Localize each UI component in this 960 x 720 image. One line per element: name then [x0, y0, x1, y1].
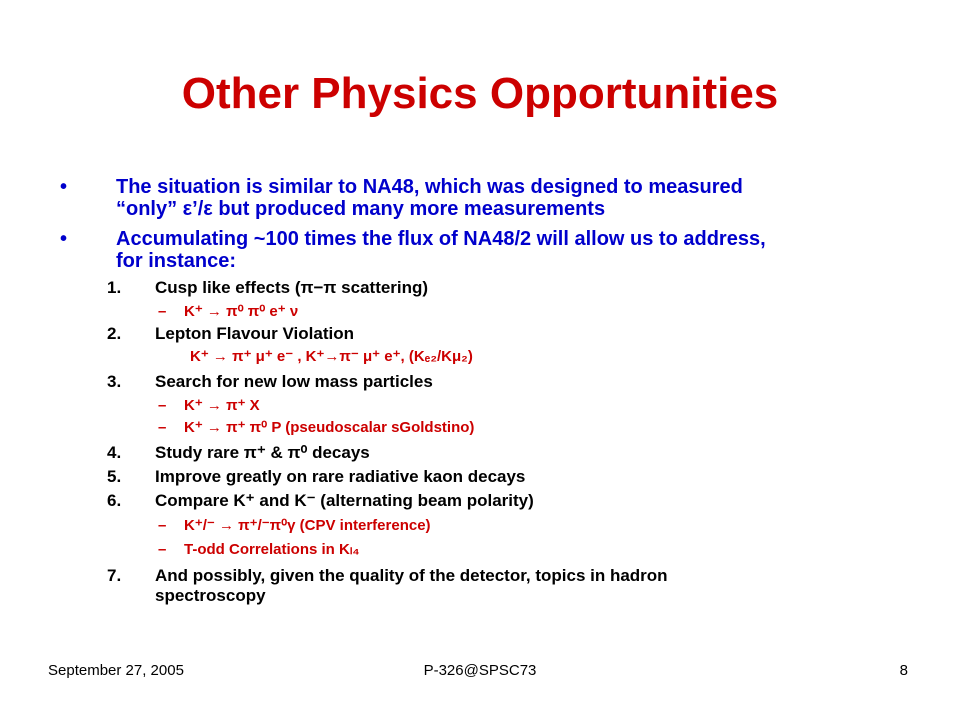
item-text: Improve greatly on rare radiative kaon decays [155, 467, 526, 486]
item-number: 6. [107, 491, 122, 510]
bullet-1-line2: “only” ε’/ε but produced many more measurements [116, 198, 606, 220]
sub-dash: – [158, 517, 167, 534]
bullet-marker: • [60, 228, 68, 250]
item-number: 3. [107, 372, 122, 391]
sub-dash: – [158, 419, 167, 436]
item-text: Study rare π⁺ & π⁰ decays [155, 443, 370, 462]
item-text: Lepton Flavour Violation [155, 324, 354, 343]
item-number: 7. [107, 566, 122, 585]
bullet-2-line1: Accumulating ~100 times the flux of NA48/2 will allow us to address, [116, 228, 766, 250]
item-number: 4. [107, 443, 122, 462]
item-number: 1. [107, 278, 122, 297]
footer-center: P-326@SPSC73 [423, 662, 537, 679]
sub-text: K⁺ → π⁺ π⁰ P (pseudoscalar sGoldstino) [184, 419, 475, 436]
item-number: 2. [107, 324, 122, 343]
sub-text: K⁺ → π⁺ X [184, 397, 260, 414]
item-number: 5. [107, 467, 122, 486]
sub-dash: – [158, 303, 167, 320]
item-text: Search for new low mass particles [155, 372, 433, 391]
item-text: And possibly, given the quality of the detector, topics in hadron [155, 566, 668, 585]
sub-dash: – [158, 541, 167, 558]
sub-dash: – [158, 397, 167, 414]
sub-text: K⁺/⁻ → π⁺/⁻π⁰γ (CPV interference) [184, 517, 431, 534]
sub-text: K⁺ → π⁺ μ⁺ e⁻ , K⁺→π⁻ μ⁺ e⁺, (Kₑ₂/Kμ₂) [190, 348, 473, 365]
slide-title: Other Physics Opportunities [181, 69, 779, 118]
item-text: Compare K⁺ and K⁻ (alternating beam polarity) [155, 491, 534, 510]
item-text: Cusp like effects (π−π scattering) [155, 278, 429, 297]
bullet-2-line2: for instance: [116, 250, 237, 272]
sub-text: K⁺ → π⁰ π⁰ e⁺ ν [184, 303, 299, 320]
sub-item-2 [190, 348, 890, 366]
sub-text: T-odd Correlations in Kₗ₄ [184, 541, 360, 558]
footer-date: September 27, 2005 [48, 662, 184, 679]
bullet-1-line1: The situation is similar to NA48, which was designed to measured [116, 176, 743, 198]
footer-page-number: 8 [899, 662, 908, 679]
item-text-continued: spectroscopy [155, 586, 266, 605]
bullet-marker: • [60, 176, 68, 198]
